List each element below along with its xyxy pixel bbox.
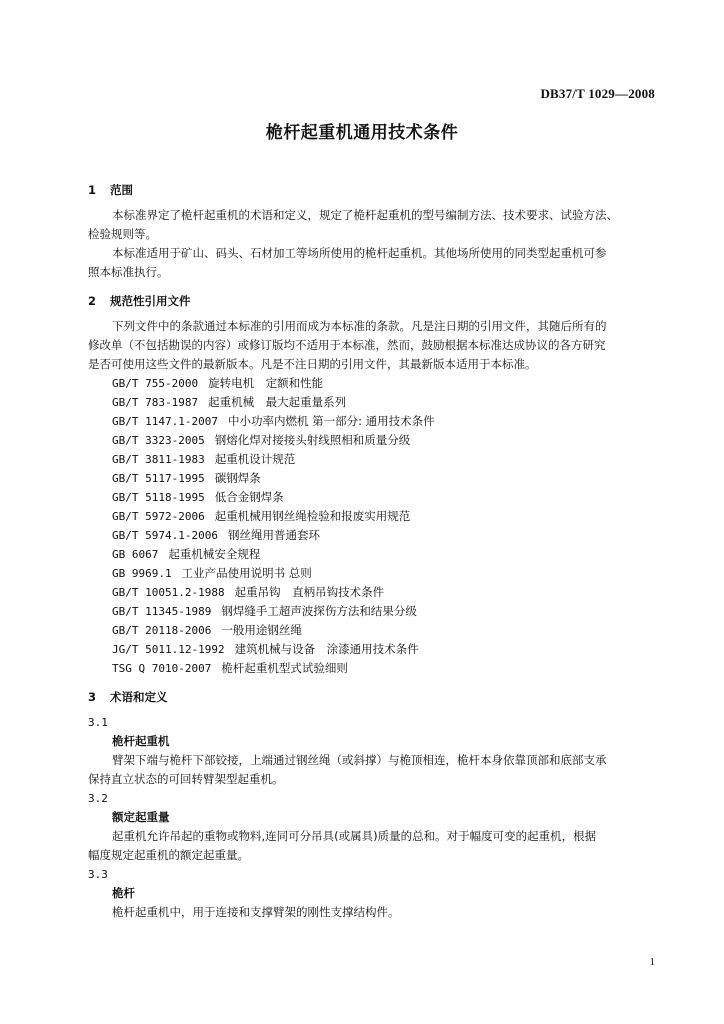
reference-name: 起重吊钩 直柄吊钩技术条件 [234, 585, 385, 599]
paragraph-line: 本标准界定了桅杆起重机的术语和定义，规定了桅杆起重机的型号编制方法、技术要求、试验方法、 [112, 208, 618, 222]
reference-item [88, 488, 658, 507]
paragraph-line: 下列文件中的条款通过本标准的引用而成为本标准的条款。凡是注日期的引用文件，其随后所有的 [112, 319, 607, 333]
term-number: 3.1 [88, 716, 108, 729]
reference-code: GB/T 5974.1-2006 [112, 529, 218, 542]
reference-item [88, 564, 658, 583]
document-body [88, 181, 658, 922]
standard-code: DB37/T 1029—2008 [540, 86, 655, 101]
reference-code: GB/T 11345-1989 [112, 605, 212, 618]
reference-name: 钢丝绳用普通套环 [227, 528, 320, 542]
reference-item [88, 393, 658, 412]
reference-item [88, 545, 658, 564]
section-3-heading [88, 688, 658, 707]
reference-code: GB/T 20118-2006 [112, 624, 212, 637]
section-title: 范围 [110, 183, 134, 197]
term-definition-line: 起重机允许吊起的重物或物料,连同可分吊具(或属具)质量的总和。对于幅度可变的起重机，根据 [112, 829, 597, 843]
reference-name: 一般用途钢丝绳 [221, 623, 302, 637]
term-definition-line: 桅杆起重机中，用于连接和支撑臂架的刚性支撑结构件。 [112, 905, 400, 919]
term-name: 桅杆起重机 [112, 734, 170, 748]
term-definition-line: 臂架下端与桅杆下部铰接，上端通过钢丝绳（或斜撑）与桅顶相连，桅杆本身依靠顶部和底部支承 [112, 753, 607, 767]
term-name: 桅杆 [112, 886, 135, 900]
reference-item [88, 374, 658, 393]
page-number: 1 [649, 956, 655, 968]
section-number: 3 [88, 690, 97, 704]
section-title: 规范性引用文件 [110, 294, 191, 308]
reference-name: 旋转电机 定额和性能 [208, 376, 324, 390]
reference-item [88, 526, 658, 545]
section-title: 术语和定义 [110, 690, 168, 704]
paragraph-line: 本标准适用于矿山、码头、石材加工等场所使用的桅杆起重机。其他场所使用的同类型起重机可参 [112, 246, 607, 260]
section-number: 2 [88, 294, 97, 308]
reference-name: 碳钢焊条 [214, 471, 261, 485]
reference-item [88, 583, 658, 602]
reference-code: JG/T 5011.12-1992 [112, 643, 225, 656]
reference-code: GB 9969.1 [112, 567, 172, 580]
section-number: 1 [88, 183, 97, 197]
paragraph-line: 检验规则等。 [88, 227, 157, 241]
reference-item [88, 431, 658, 450]
term-definition-line: 幅度规定起重机的额定起重量。 [88, 848, 249, 862]
reference-name: 起重机械 最大起重量系列 [208, 395, 347, 409]
section-1-heading [88, 181, 658, 200]
reference-name: 低合金钢焊条 [214, 490, 284, 504]
reference-name: 钢熔化焊对接接头射线照相和质量分级 [214, 433, 411, 447]
reference-name: 中小功率内燃机 第一部分: 通用技术条件 [227, 414, 435, 428]
paragraph-line: 修改单（不包括勘误的内容）或修订版均不适用于本标准，然而，鼓励根据本标准达成协议的各方研究 [88, 338, 606, 352]
reference-item [88, 412, 658, 431]
reference-item [88, 469, 658, 488]
term-name: 额定起重量 [112, 810, 170, 824]
paragraph-line: 是否可使用这些文件的最新版本。凡是不注日期的引用文件，其最新版本适用于本标准。 [88, 357, 537, 371]
section-2-heading [88, 292, 658, 311]
reference-code: GB/T 3811-1983 [112, 453, 205, 466]
reference-name: 建筑机械与设备 涂漆通用技术条件 [234, 642, 419, 656]
reference-item [88, 640, 658, 659]
term-definition-line: 保持直立状态的可回转臂架型起重机。 [88, 772, 284, 786]
reference-code: GB/T 5972-2006 [112, 510, 205, 523]
reference-item [88, 450, 658, 469]
reference-name: 起重机械用钢丝绳检验和报废实用规范 [214, 509, 411, 523]
reference-item [88, 507, 658, 526]
reference-name: 起重机设计规范 [214, 452, 296, 466]
reference-code: GB/T 755-2000 [112, 377, 199, 390]
document-title: 桅杆起重机通用技术条件 [265, 123, 459, 143]
term-number: 3.2 [88, 792, 108, 805]
reference-name: 钢焊缝手工超声波探伤方法和结果分级 [221, 604, 417, 618]
reference-code: GB 6067 [112, 548, 159, 561]
reference-name: 桅杆起重机型式试验细则 [221, 661, 348, 675]
reference-item [88, 602, 658, 621]
reference-code: GB/T 1147.1-2007 [112, 415, 218, 428]
reference-name: 起重机械安全规程 [168, 547, 261, 561]
reference-name: 工业产品使用说明书 总则 [181, 566, 312, 580]
reference-item [88, 621, 658, 640]
paragraph-line: 照本标准执行。 [88, 265, 169, 279]
term-number: 3.3 [88, 868, 108, 881]
reference-code: GB/T 783-1987 [112, 396, 199, 409]
reference-item [88, 659, 658, 678]
reference-code: GB/T 10051.2-1988 [112, 586, 225, 599]
reference-code: GB/T 5118-1995 [112, 491, 205, 504]
reference-code: GB/T 3323-2005 [112, 434, 205, 447]
reference-code: TSG Q 7010-2007 [112, 662, 212, 675]
reference-code: GB/T 5117-1995 [112, 472, 205, 485]
